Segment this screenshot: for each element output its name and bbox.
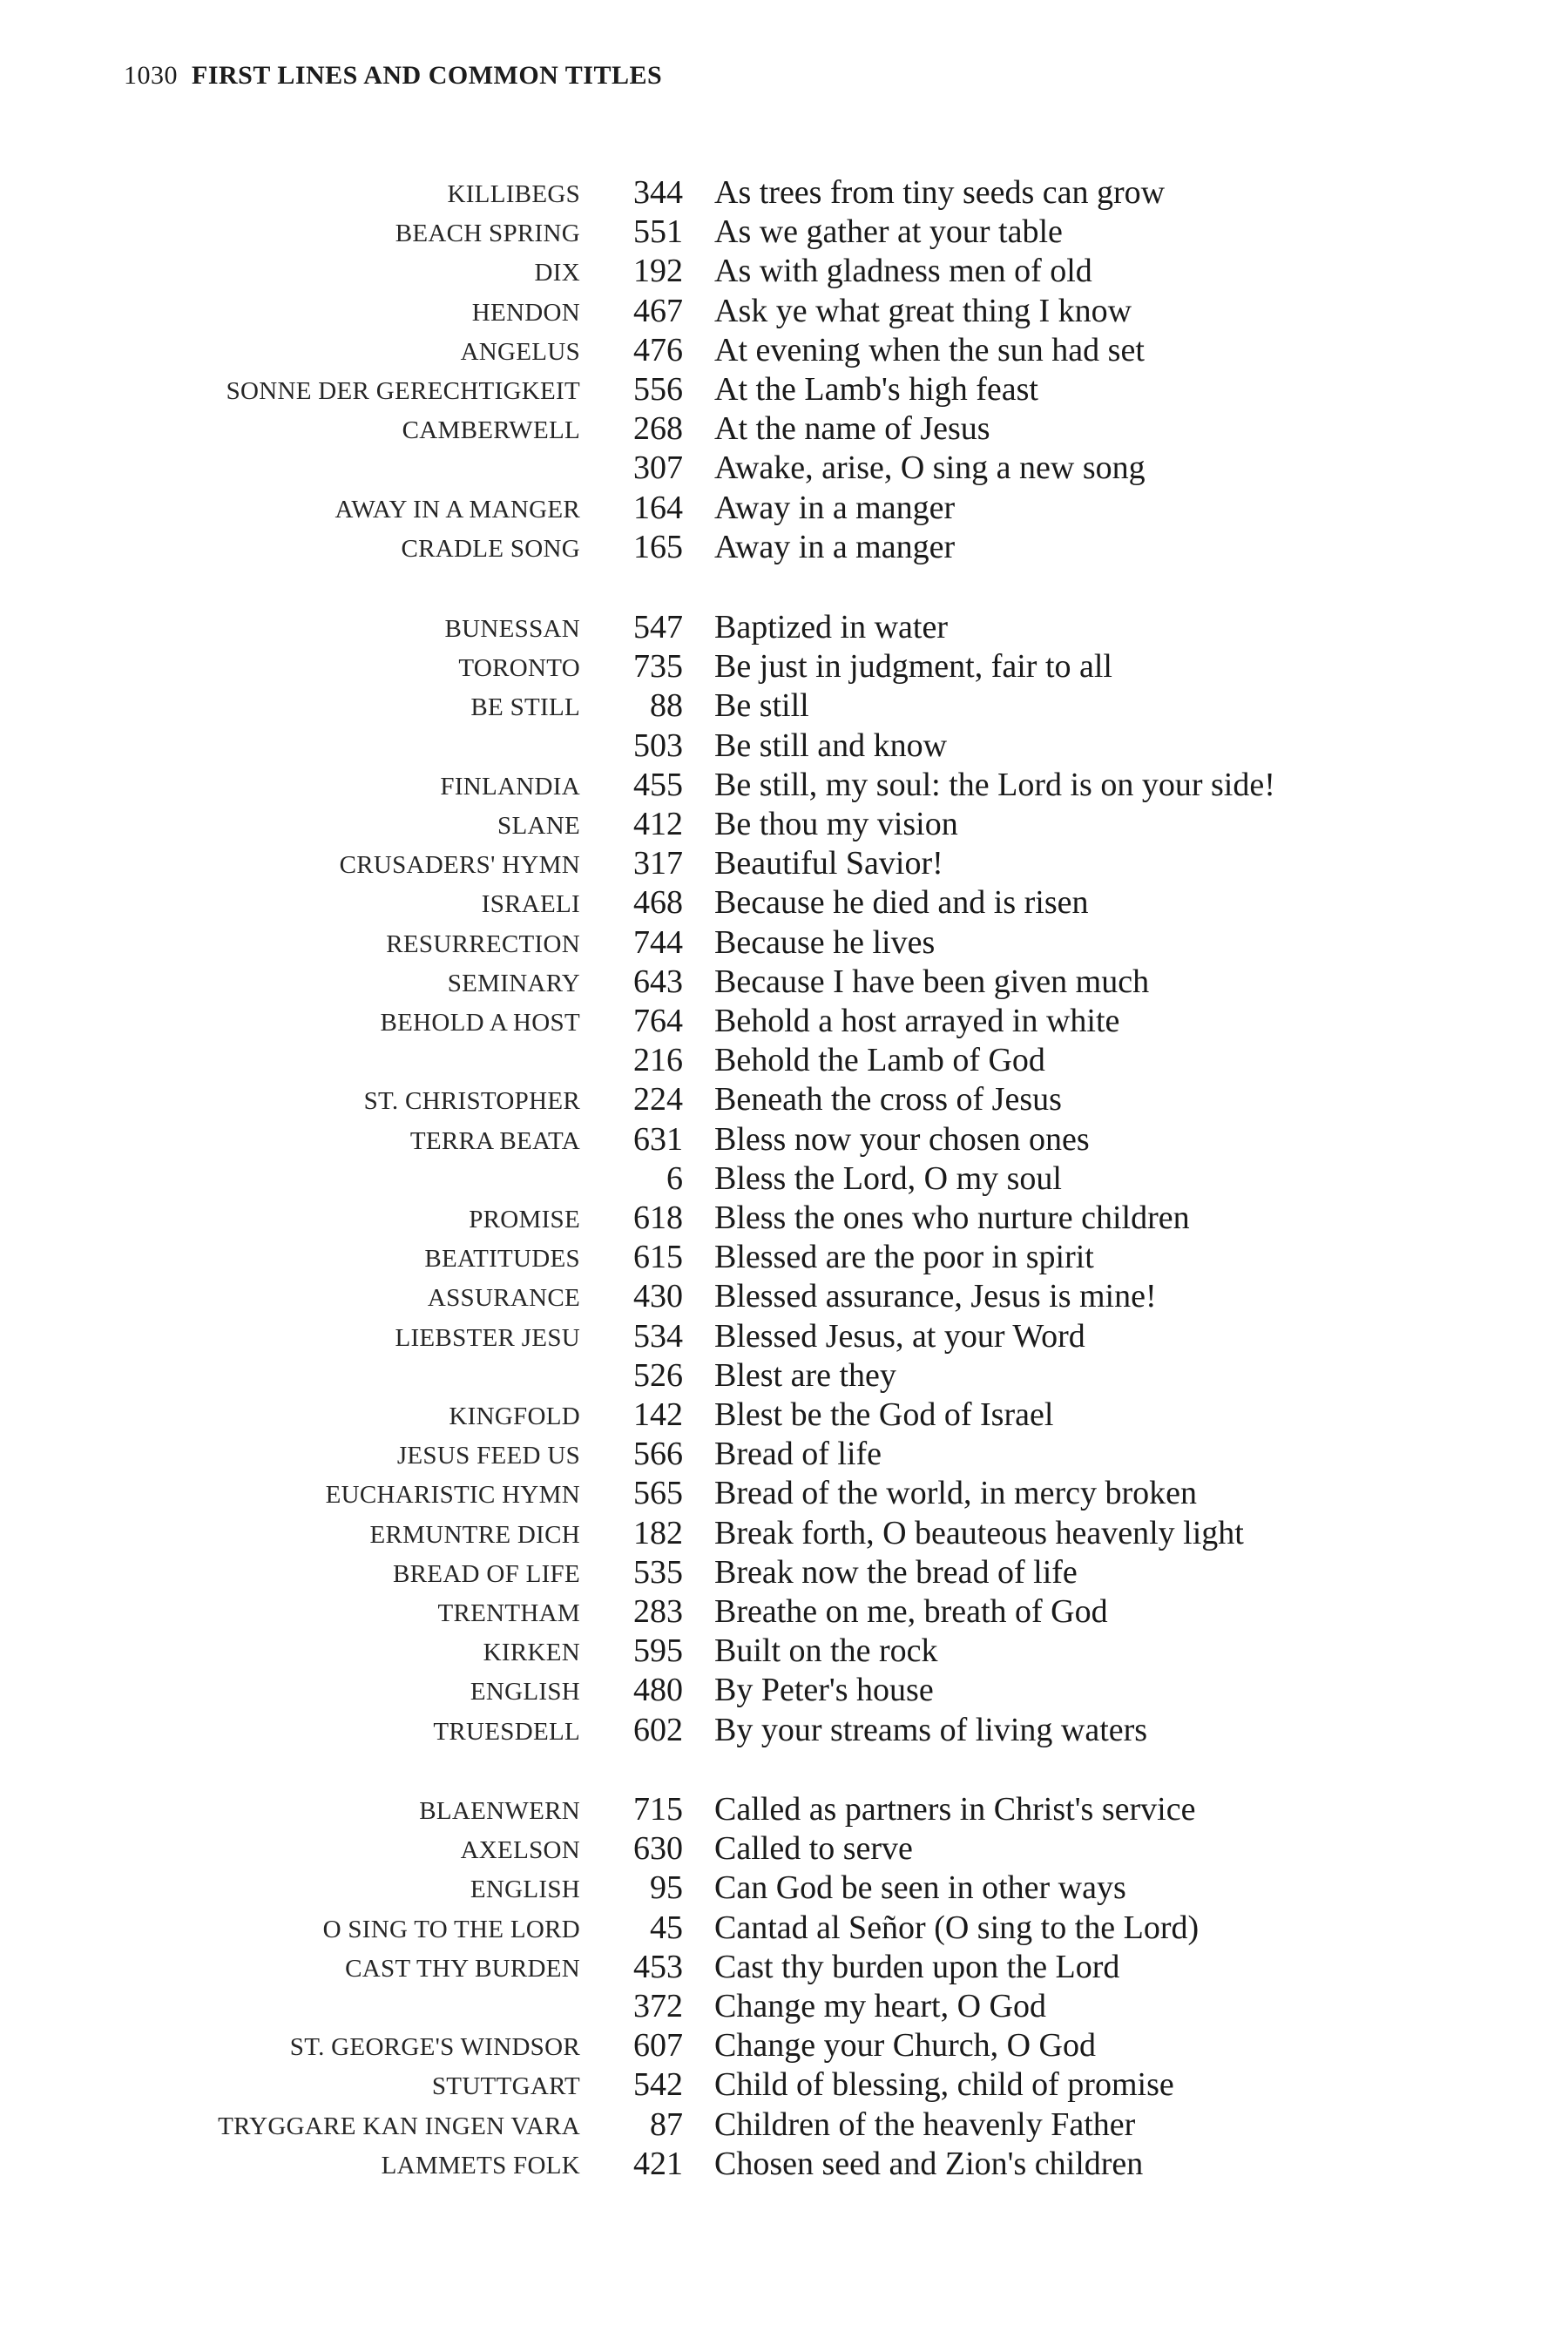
tune-name: CRADLE SONG xyxy=(401,534,580,563)
index-entry xyxy=(0,1711,1568,1750)
first-line: Called as partners in Christ's service xyxy=(714,1791,1196,1828)
index-entry xyxy=(0,409,1568,449)
first-line: Built on the rock xyxy=(714,1632,938,1670)
index-entry xyxy=(0,1514,1568,1553)
index-entry xyxy=(0,608,1568,647)
first-line: Away in a manger xyxy=(714,528,956,565)
first-line: Child of blessing, child of promise xyxy=(714,2066,1174,2104)
tune-name: CAST THY BURDEN xyxy=(345,1954,580,1983)
hymn-number: 453 xyxy=(633,1948,683,1985)
index-entry xyxy=(0,686,1568,726)
tune-name: CAMBERWELL xyxy=(402,416,580,445)
first-line: Be still, my soul: the Lord is on your side! xyxy=(714,766,1275,803)
hymn-number: 455 xyxy=(633,766,683,803)
first-line: Beneath the cross of Jesus xyxy=(714,1081,1062,1119)
tune-name: ERMUNTRE DICH xyxy=(369,1520,580,1549)
first-line: Called to serve xyxy=(714,1830,913,1868)
first-line: Breathe on me, breath of God xyxy=(714,1593,1108,1630)
index-entry xyxy=(0,963,1568,1002)
first-line: Baptized in water xyxy=(714,609,949,645)
first-line: Bread of life xyxy=(714,1436,882,1473)
index-entry xyxy=(0,1632,1568,1671)
first-line: Be still and know xyxy=(714,727,948,764)
tune-name: ST. GEORGE'S WINDSOR xyxy=(289,2033,580,2062)
tune-name: HENDON xyxy=(471,298,580,327)
tune-name: BEHOLD A HOST xyxy=(380,1009,580,1037)
first-line: Bless the ones who nurture children xyxy=(714,1200,1190,1236)
tune-name: TRUESDELL xyxy=(433,1717,580,1746)
first-line: At the Lamb's high feast xyxy=(714,371,1038,408)
index-entry xyxy=(0,1277,1568,1316)
first-line: Because he died and is risen xyxy=(714,884,1089,922)
hymn-number: 192 xyxy=(633,253,683,290)
tune-name: ISRAELI xyxy=(481,890,580,919)
tune-name: SLANE xyxy=(497,812,580,840)
tune-name: BUNESSAN xyxy=(444,615,580,643)
hymn-number: 534 xyxy=(633,1317,683,1355)
index-entry xyxy=(0,844,1568,883)
index-entry xyxy=(0,1238,1568,1277)
first-line: Change my heart, O God xyxy=(714,1988,1046,2024)
hymn-number: 142 xyxy=(633,1396,683,1433)
first-line: Blest are they xyxy=(714,1356,896,1394)
tune-name: ANGELUS xyxy=(460,337,580,366)
index-entry xyxy=(0,449,1568,488)
index-entry xyxy=(0,1080,1568,1119)
first-line: Because I have been given much xyxy=(714,963,1150,1000)
hymn-number: 95 xyxy=(650,1869,683,1907)
tune-name: ASSURANCE xyxy=(427,1284,580,1313)
tune-name: KILLIBEGS xyxy=(447,180,580,208)
tune-name: DIX xyxy=(534,259,580,287)
index-entry xyxy=(0,1790,1568,1829)
hymn-number: 566 xyxy=(633,1436,683,1473)
hymn-number: 551 xyxy=(633,213,683,251)
tune-name: TERRA BEATA xyxy=(409,1126,580,1155)
first-line: Behold the Lamb of God xyxy=(714,1042,1045,1079)
index-entry xyxy=(0,173,1568,213)
hymn-number: 602 xyxy=(633,1711,683,1748)
hymn-number: 164 xyxy=(633,489,683,526)
index-entry xyxy=(0,2065,1568,2105)
tune-name: ENGLISH xyxy=(470,1678,580,1707)
first-line: Away in a manger xyxy=(714,489,956,526)
index-entry xyxy=(0,489,1568,528)
first-line: Bless the Lord, O my soul xyxy=(714,1159,1062,1197)
first-line: By your streams of living waters xyxy=(714,1711,1148,1748)
hymn-number: 421 xyxy=(633,2145,683,2182)
tune-name: EUCHARISTIC HYMN xyxy=(325,1481,580,1510)
tune-name: BREAD OF LIFE xyxy=(393,1559,580,1588)
first-line: Because he lives xyxy=(714,923,936,961)
first-line: Change your Church, O God xyxy=(714,2027,1096,2065)
index-entry xyxy=(0,805,1568,844)
index-entry xyxy=(0,923,1568,963)
first-line: Break forth, O beauteous heavenly light xyxy=(714,1514,1244,1551)
first-line: Break now the bread of life xyxy=(714,1553,1078,1591)
hymn-number: 372 xyxy=(633,1988,683,2024)
index-entry xyxy=(0,2145,1568,2184)
tune-name: TRYGGARE KAN INGEN VARA xyxy=(218,2112,580,2140)
index-entry xyxy=(0,1120,1568,1159)
index-entry xyxy=(0,1435,1568,1474)
first-line: As trees from tiny seeds can grow xyxy=(714,174,1166,211)
hymn-number: 224 xyxy=(633,1081,683,1119)
hymn-number: 45 xyxy=(650,1909,683,1946)
tune-name: AWAY IN A MANGER xyxy=(335,495,580,524)
index-entry xyxy=(0,883,1568,923)
tune-name: BE STILL xyxy=(470,693,580,722)
hymn-number: 476 xyxy=(633,331,683,368)
index-entry xyxy=(0,1199,1568,1238)
tune-name: O SING TO THE LORD xyxy=(322,1915,580,1943)
first-line: Cantad al Señor (O sing to the Lord) xyxy=(714,1909,1200,1946)
hymn-number: 344 xyxy=(633,174,683,211)
index-entry xyxy=(0,1987,1568,2026)
tune-name: TORONTO xyxy=(458,654,580,683)
tune-name: KINGFOLD xyxy=(449,1402,580,1430)
tune-name: BLAENWERN xyxy=(419,1797,580,1825)
index-entry xyxy=(0,1869,1568,1908)
index-entry xyxy=(0,1002,1568,1041)
hymn-number: 317 xyxy=(633,845,683,882)
index-entry xyxy=(0,727,1568,766)
tune-name: PROMISE xyxy=(469,1206,580,1233)
index-entry xyxy=(0,1396,1568,1435)
index-entry xyxy=(0,1829,1568,1869)
first-line: At evening when the sun had set xyxy=(714,331,1145,368)
first-line: Blessed are the poor in spirit xyxy=(714,1239,1094,1276)
page-title: FIRST LINES AND COMMON TITLES xyxy=(192,61,663,90)
index-entry xyxy=(0,766,1568,805)
first-line: Bless now your chosen ones xyxy=(714,1120,1090,1158)
index-entry xyxy=(0,252,1568,291)
first-line: Chosen seed and Zion's children xyxy=(714,2145,1144,2182)
index-entry xyxy=(0,528,1568,567)
first-line: Blest be the God of Israel xyxy=(714,1396,1054,1433)
tune-name: FINLANDIA xyxy=(440,772,580,801)
hymn-number: 88 xyxy=(650,687,683,725)
tune-name: STUTTGART xyxy=(431,2072,580,2101)
hymn-number: 735 xyxy=(633,648,683,686)
index-entry xyxy=(0,1909,1568,1948)
tune-name: JESUS FEED US xyxy=(396,1442,580,1470)
hymn-number: 630 xyxy=(633,1830,683,1868)
hymn-number: 165 xyxy=(633,528,683,565)
hymn-number: 307 xyxy=(633,449,683,487)
first-line: Blessed Jesus, at your Word xyxy=(714,1317,1085,1355)
hymn-number: 430 xyxy=(633,1278,683,1315)
index-entry xyxy=(0,1356,1568,1396)
hymn-number: 412 xyxy=(633,806,683,842)
hymn-number: 631 xyxy=(633,1120,683,1158)
hymn-number: 503 xyxy=(633,727,683,764)
tune-name: LAMMETS FOLK xyxy=(381,2151,580,2180)
index-entry xyxy=(0,1474,1568,1513)
tune-name: BEATITUDES xyxy=(424,1245,580,1274)
first-line: Cast thy burden upon the Lord xyxy=(714,1948,1120,1985)
hymn-number: 87 xyxy=(650,2105,683,2143)
index-entry xyxy=(0,292,1568,331)
index-entry xyxy=(0,1592,1568,1632)
hymn-number: 556 xyxy=(633,371,683,408)
first-line: At the name of Jesus xyxy=(714,410,990,448)
hymn-number: 643 xyxy=(633,963,683,1000)
first-line: As we gather at your table xyxy=(714,213,1063,251)
hymn-number: 283 xyxy=(633,1593,683,1630)
hymn-number: 618 xyxy=(633,1200,683,1236)
first-line: Ask ye what great thing I know xyxy=(714,292,1132,329)
tune-name: TRENTHAM xyxy=(437,1599,580,1627)
hymn-number: 467 xyxy=(633,292,683,329)
page-number: 1030 xyxy=(124,61,178,90)
tune-name: AXELSON xyxy=(460,1836,580,1865)
hymn-number: 182 xyxy=(633,1514,683,1551)
hymn-number: 764 xyxy=(633,1003,683,1039)
first-line: Blessed assurance, Jesus is mine! xyxy=(714,1278,1157,1315)
index-entry xyxy=(0,1553,1568,1592)
hymn-number: 535 xyxy=(633,1553,683,1591)
tune-name: SEMINARY xyxy=(447,969,580,997)
first-line: Bread of the world, in mercy broken xyxy=(714,1475,1197,1512)
first-line: Behold a host arrayed in white xyxy=(714,1003,1120,1039)
hymn-number: 526 xyxy=(633,1356,683,1394)
index-entry xyxy=(0,647,1568,686)
page-header xyxy=(124,61,662,91)
hymn-number: 6 xyxy=(666,1159,683,1197)
tune-name: CRUSADERS' HYMN xyxy=(339,851,580,880)
hymn-number: 542 xyxy=(633,2066,683,2104)
first-line: Be thou my vision xyxy=(714,806,958,842)
hymn-number: 565 xyxy=(633,1475,683,1512)
tune-name: ENGLISH xyxy=(470,1876,580,1904)
hymn-number: 480 xyxy=(633,1672,683,1709)
first-line: Can God be seen in other ways xyxy=(714,1869,1126,1907)
tune-name: LIEBSTER JESU xyxy=(395,1323,580,1352)
tune-name: KIRKEN xyxy=(483,1639,580,1667)
hymn-number: 595 xyxy=(633,1632,683,1670)
tune-name: SONNE DER GERECHTIGKEIT xyxy=(226,377,580,405)
hymn-number: 468 xyxy=(633,884,683,922)
first-line: Children of the heavenly Father xyxy=(714,2105,1136,2143)
first-line: Beautiful Savior! xyxy=(714,845,943,882)
index-entry xyxy=(0,1671,1568,1710)
tune-name: ST. CHRISTOPHER xyxy=(363,1087,580,1116)
tune-name: BEACH SPRING xyxy=(395,220,580,248)
index-entry xyxy=(0,1159,1568,1199)
index-entry xyxy=(0,2026,1568,2065)
index-entry xyxy=(0,331,1568,370)
hymn-number: 268 xyxy=(633,410,683,448)
first-line: By Peter's house xyxy=(714,1672,934,1709)
hymn-number: 744 xyxy=(633,923,683,961)
index-entry xyxy=(0,1948,1568,1987)
first-line: As with gladness men of old xyxy=(714,253,1092,290)
tune-name: RESURRECTION xyxy=(386,929,580,958)
index-entry xyxy=(0,1041,1568,1080)
first-line: Be just in judgment, fair to all xyxy=(714,648,1112,686)
index-entry xyxy=(0,2105,1568,2145)
hymn-number: 607 xyxy=(633,2027,683,2065)
hymn-number: 615 xyxy=(633,1239,683,1276)
hymn-number: 715 xyxy=(633,1791,683,1828)
hymn-number: 216 xyxy=(633,1042,683,1079)
first-line: Be still xyxy=(714,687,809,725)
index-entry xyxy=(0,1317,1568,1356)
first-line: Awake, arise, O sing a new song xyxy=(714,449,1146,487)
index-entry xyxy=(0,370,1568,409)
index-entry xyxy=(0,213,1568,252)
hymn-number: 547 xyxy=(633,609,683,645)
